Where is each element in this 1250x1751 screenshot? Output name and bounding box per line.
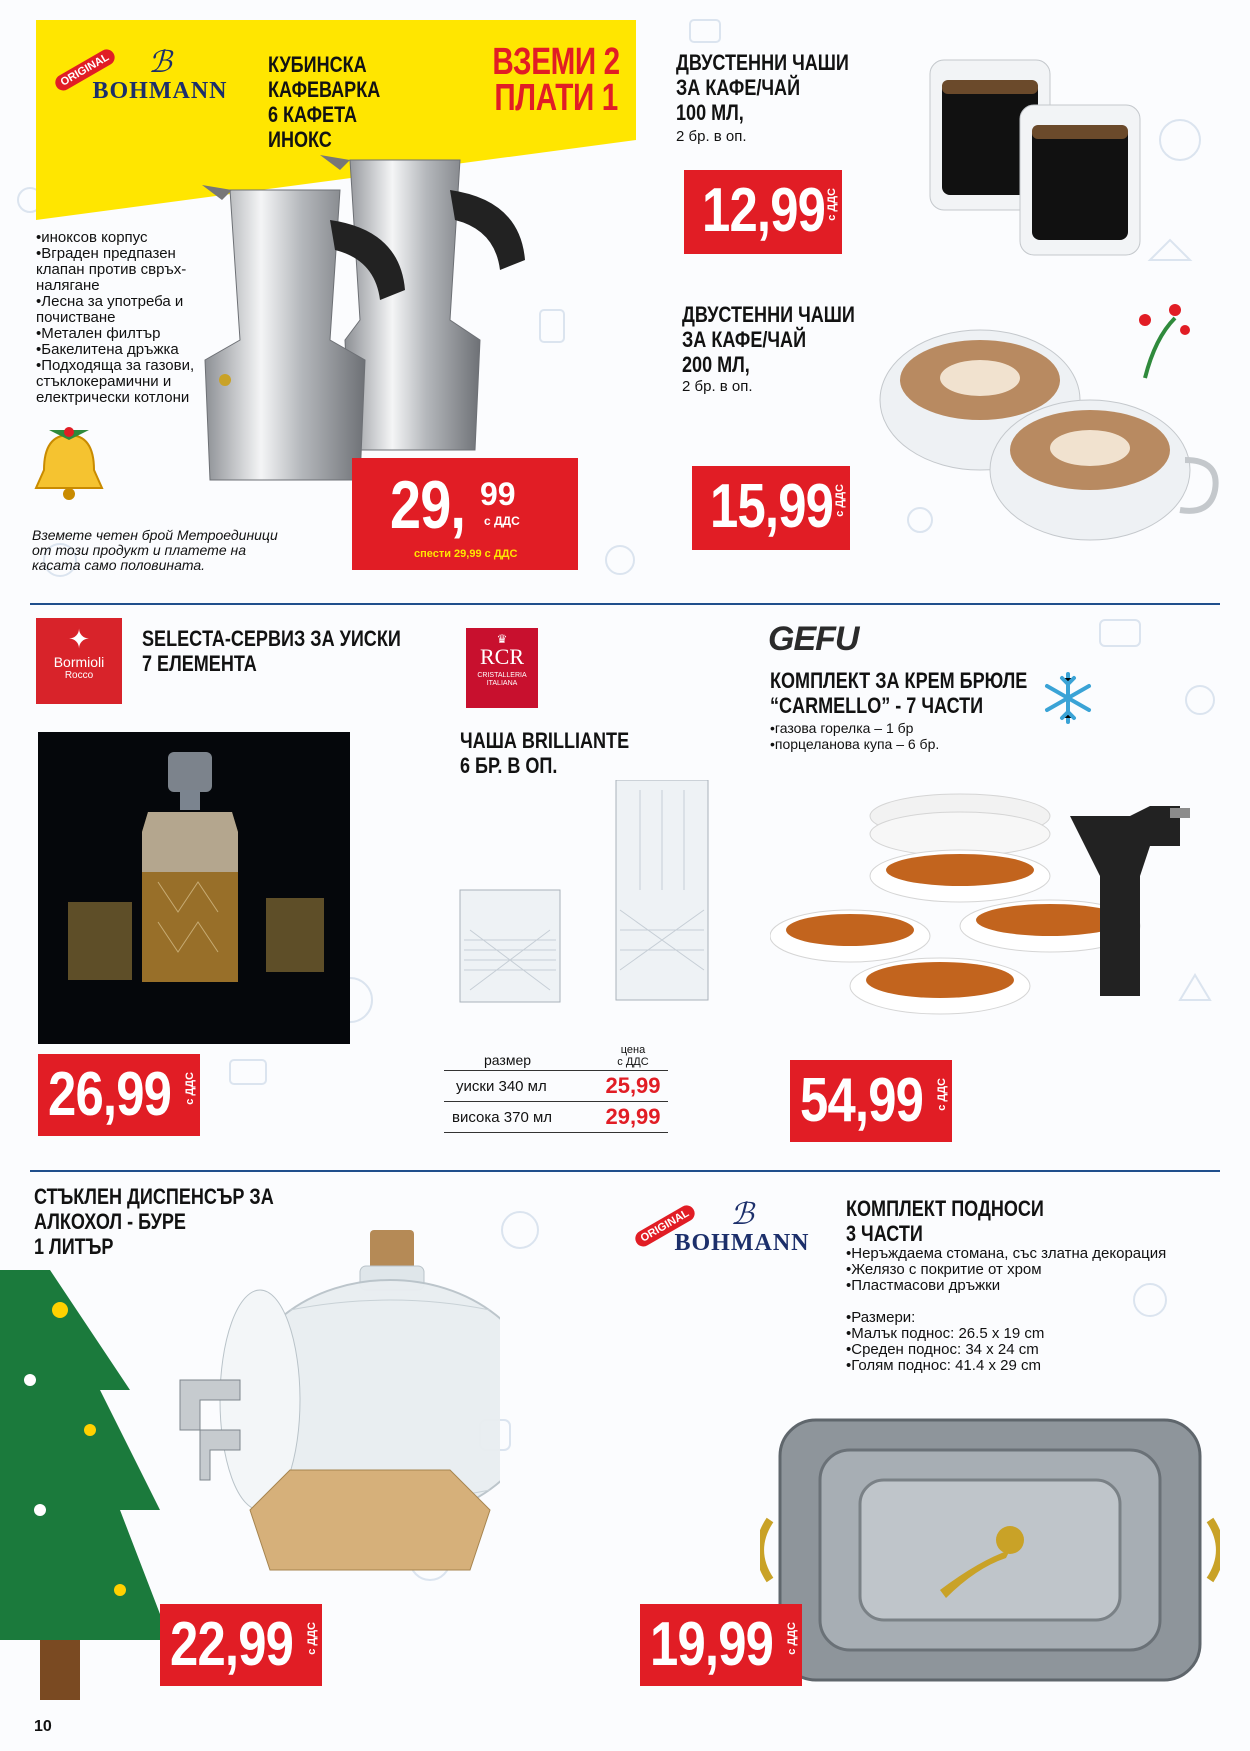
whisky-price: 26,99 [48,1060,172,1129]
gefu-logo: GEFU [768,620,859,658]
brilliante-table [444,1044,668,1133]
cups100-price-tag [684,170,842,254]
creme-price-tag [790,1060,952,1142]
brilliante-title: ЧАША BRILLIANTE 6 БР. В ОП. [460,728,630,778]
brilliante-image [450,780,720,1010]
whisky-image [38,732,350,1044]
creme-vat: с ДДС [936,1078,948,1111]
cups100-title: ДВУСТЕННИ ЧАШИ ЗА КАФЕ/ЧАЙ 100 МЛ, [676,50,849,125]
trays-sizes: •Размери: •Малък поднос: 26.5 x 19 cm •Среден поднос: 34 x 24 cm •Голям поднос: 41.4 x 29 cm [846,1309,1045,1374]
bormioli-logo [36,618,122,704]
trays-price: 19,99 [650,1610,774,1679]
moka-title: КУБИНСКА КАФЕВАРКА 6 КАФЕТА ИНОКС [268,52,381,152]
bohmann-wordmark: BOHMANN [92,78,228,104]
creme-brulee-image [770,786,1210,1026]
trays-image [760,1410,1220,1690]
dispenser-price-tag [160,1604,322,1686]
trays-title: КОМПЛЕКТ ПОДНОСИ 3 ЧАСТИ [846,1196,1044,1246]
bohmann-logo-trays [662,1200,822,1257]
whisky-title: SELECTA-СЕРВИЗ ЗА УИСКИ 7 ЕЛЕМЕНТА [142,626,401,676]
moka-pot-image [200,150,560,510]
moka-price-vat: с ДДС [484,514,520,528]
rcr-logo [466,628,538,708]
trays-vat: с ДДС [786,1622,798,1655]
cups100-sub: 2 бр. в оп. [676,128,747,145]
christmas-tree-icon [0,1270,170,1730]
christmas-bell-icon [24,420,114,510]
rcr-name: RCR [479,644,525,669]
cups200-vat: с ДДС [834,484,846,517]
moka-features: •иноксов корпус •Вграден предпазен клапан против свръх- налягане •Лесна за употреба и почистване •Метален филтър •Бакелитена дръжка •Подходяща за газови, стъклокерамични и електрически котлони [36,229,195,406]
trays-price-tag [640,1604,802,1686]
cups200-price: 15,99 [710,472,834,541]
table-header-size: размер [484,1052,532,1068]
creme-price: 54,99 [800,1066,924,1135]
original-badge: ORIGINAL [632,1203,697,1250]
cups200-price-tag [692,466,850,550]
row-size: уиски 340 мл [456,1077,547,1095]
bohmann-logo [80,48,240,105]
snowflake-icon [1040,670,1096,726]
moka-price-decimal: 99 [480,476,516,512]
promo-take2-pay1: ВЗЕМИ 2 ПЛАТИ 1 [492,41,620,119]
moka-note: Вземете четен брой Метроединици от този продукт и платете на касата само половината. [32,527,278,573]
creme-features: •газова горелка – 1 бр •порцеланова купа – 6 бр. [770,720,940,752]
barrel-dispenser-image [170,1230,500,1580]
table-header-price: цена с ДДС [617,1044,649,1068]
cups100-image [920,50,1150,260]
cups100-vat: с ДДС [826,188,838,221]
bohmann-monogram-icon: ℬ [730,1198,754,1231]
whisky-price-tag [38,1054,200,1136]
row-size: висока 370 мл [452,1108,553,1126]
section-divider-2 [30,1170,1220,1172]
cups200-title: ДВУСТЕННИ ЧАШИ ЗА КАФЕ/ЧАЙ 200 МЛ, [682,302,855,377]
moka-price-integer: 29, [390,467,466,543]
whisky-set-illustration [38,732,350,1044]
rcr-sub: CRISTALLERIA ITALIANA [477,672,527,687]
moka-price-savings: спести 29,99 с ДДС [414,548,518,560]
creme-title: КОМПЛЕКТ ЗА КРЕМ БРЮЛЕ “CARMELLO” - 7 ЧАСТИ [770,668,1028,718]
row-price: 29,99 [605,1104,661,1129]
table-row [444,1071,668,1102]
cups200-image [870,320,1220,550]
rcr-crown-icon: ♛ [496,632,508,646]
bormioli-star-icon: ✦ [68,624,90,654]
cups100-price: 12,99 [702,176,826,245]
bohmann-wordmark: BOHMANN [674,1230,810,1256]
whisky-vat: с ДДС [184,1072,196,1105]
table-row [444,1102,668,1133]
bormioli-sub: Rocco [64,670,94,681]
dispenser-title: СТЪКЛЕН ДИСПЕНСЪР ЗА АЛКОХОЛ - БУРЕ 1 ЛИТЪР [34,1184,274,1259]
dispenser-vat: с ДДС [306,1622,318,1655]
dispenser-price: 22,99 [170,1610,294,1679]
bormioli-name: Bormioli [53,654,105,670]
section-divider-1 [30,603,1220,605]
bohmann-monogram-icon: ℬ [148,46,172,79]
original-badge: ORIGINAL [52,47,117,94]
page-number: 10 [34,1718,52,1735]
moka-price-tag [352,458,578,570]
cups200-sub: 2 бр. в оп. [682,378,753,395]
trays-features: •Неръждаема стомана, със златна декорация •Желязо с покритие от хром •Пластмасови дръжки [846,1245,1167,1294]
row-price: 25,99 [605,1073,661,1098]
